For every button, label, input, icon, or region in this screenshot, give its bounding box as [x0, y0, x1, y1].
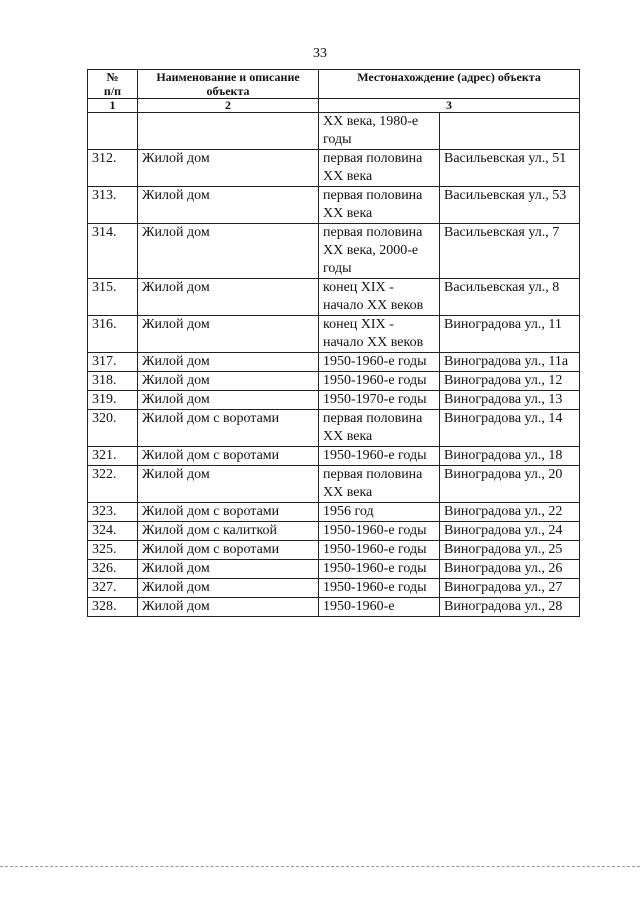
construction-period: 1950-1960-е годы [319, 541, 440, 560]
object-address: Виноградова ул., 13 [440, 391, 580, 410]
table-row [88, 598, 580, 617]
construction-period: 1950-1960-е [319, 598, 440, 617]
construction-period: первая половина XX века, 2000-е годы [319, 224, 440, 279]
object-address: Виноградова ул., 22 [440, 503, 580, 522]
row-number: 312. [88, 150, 138, 187]
object-address: Виноградова ул., 18 [440, 447, 580, 466]
object-name: Жилой дом [138, 150, 319, 187]
row-number: 327. [88, 579, 138, 598]
row-number: 320. [88, 410, 138, 447]
row-number: 317. [88, 353, 138, 372]
row-number: 319. [88, 391, 138, 410]
construction-period: 1950-1960-е годы [319, 560, 440, 579]
object-address: Виноградова ул., 20 [440, 466, 580, 503]
table-row [88, 150, 580, 187]
object-address: Виноградова ул., 12 [440, 372, 580, 391]
table-body [88, 113, 580, 617]
table-row [88, 466, 580, 503]
object-name: Жилой дом [138, 598, 319, 617]
object-name: Жилой дом [138, 560, 319, 579]
object-name: Жилой дом [138, 353, 319, 372]
object-address: Виноградова ул., 27 [440, 579, 580, 598]
object-address: Виноградова ул., 24 [440, 522, 580, 541]
construction-period: 1950-1960-е годы [319, 353, 440, 372]
object-name: Жилой дом [138, 187, 319, 224]
row-number: 324. [88, 522, 138, 541]
object-name: Жилой дом с воротами [138, 541, 319, 560]
row-number: 314. [88, 224, 138, 279]
table-row [88, 113, 580, 150]
object-name: Жилой дом [138, 316, 319, 353]
construction-period: первая половина XX века [319, 187, 440, 224]
header-number [88, 70, 138, 99]
object-address: Виноградова ул., 28 [440, 598, 580, 617]
construction-period: XX века, 1980-е годы [319, 113, 440, 150]
table-row [88, 372, 580, 391]
row-number: 318. [88, 372, 138, 391]
object-address: Виноградова ул., 25 [440, 541, 580, 560]
table-row [88, 541, 580, 560]
construction-period: 1950-1960-е годы [319, 447, 440, 466]
table-row [88, 187, 580, 224]
table-row [88, 410, 580, 447]
construction-period: конец XIX - начало XX веков [319, 279, 440, 316]
object-address: Виноградова ул., 26 [440, 560, 580, 579]
scan-bottom-edge [0, 866, 640, 867]
heritage-objects-table [87, 69, 580, 617]
object-address [440, 113, 580, 150]
table-row [88, 224, 580, 279]
header-number-line1: № [106, 70, 119, 84]
object-name [138, 113, 319, 150]
column-number-1: 1 [88, 99, 138, 113]
table-row [88, 279, 580, 316]
header-number-line2: п/п [103, 84, 122, 98]
construction-period: первая половина XX века [319, 150, 440, 187]
row-number: 323. [88, 503, 138, 522]
row-number: 313. [88, 187, 138, 224]
table-row [88, 391, 580, 410]
column-number-row [88, 99, 580, 113]
row-number: 328. [88, 598, 138, 617]
column-number-3: 3 [319, 99, 580, 113]
object-name: Жилой дом с калиткой [138, 522, 319, 541]
page-number: 33 [313, 46, 327, 61]
construction-period: 1956 год [319, 503, 440, 522]
table-row [88, 522, 580, 541]
construction-period: 1950-1970-е годы [319, 391, 440, 410]
column-number-2: 2 [138, 99, 319, 113]
object-name: Жилой дом [138, 279, 319, 316]
construction-period: 1950-1960-е годы [319, 372, 440, 391]
object-address: Васильевская ул., 53 [440, 187, 580, 224]
object-name: Жилой дом с воротами [138, 503, 319, 522]
object-name: Жилой дом [138, 372, 319, 391]
object-name: Жилой дом с воротами [138, 410, 319, 447]
object-address: Виноградова ул., 11 [440, 316, 580, 353]
table-row [88, 447, 580, 466]
construction-period: конец XIX - начало XX веков [319, 316, 440, 353]
row-number: 321. [88, 447, 138, 466]
construction-period: 1950-1960-е годы [319, 579, 440, 598]
row-number: 316. [88, 316, 138, 353]
construction-period: первая половина XX века [319, 410, 440, 447]
object-address: Виноградова ул., 14 [440, 410, 580, 447]
table-row [88, 353, 580, 372]
row-number: 322. [88, 466, 138, 503]
row-number: 326. [88, 560, 138, 579]
object-name: Жилой дом с воротами [138, 447, 319, 466]
table-row [88, 503, 580, 522]
row-number: 315. [88, 279, 138, 316]
header-name-line2: объекта [206, 84, 250, 98]
object-name: Жилой дом [138, 579, 319, 598]
construction-period: 1950-1960-е годы [319, 522, 440, 541]
object-name: Жилой дом [138, 391, 319, 410]
table-row [88, 316, 580, 353]
header-name [138, 70, 319, 99]
header-name-line1: Наименование и описание [156, 70, 300, 84]
row-number [88, 113, 138, 150]
object-address: Васильевская ул., 51 [440, 150, 580, 187]
object-address: Виноградова ул., 11а [440, 353, 580, 372]
object-name: Жилой дом [138, 466, 319, 503]
construction-period: первая половина XX века [319, 466, 440, 503]
object-name: Жилой дом [138, 224, 319, 279]
header-location: Местонахождение (адрес) объекта [319, 70, 580, 99]
table-row [88, 560, 580, 579]
table-header-row [88, 70, 580, 99]
table-row [88, 579, 580, 598]
object-address: Васильевская ул., 7 [440, 224, 580, 279]
row-number: 325. [88, 541, 138, 560]
object-address: Васильевская ул., 8 [440, 279, 580, 316]
